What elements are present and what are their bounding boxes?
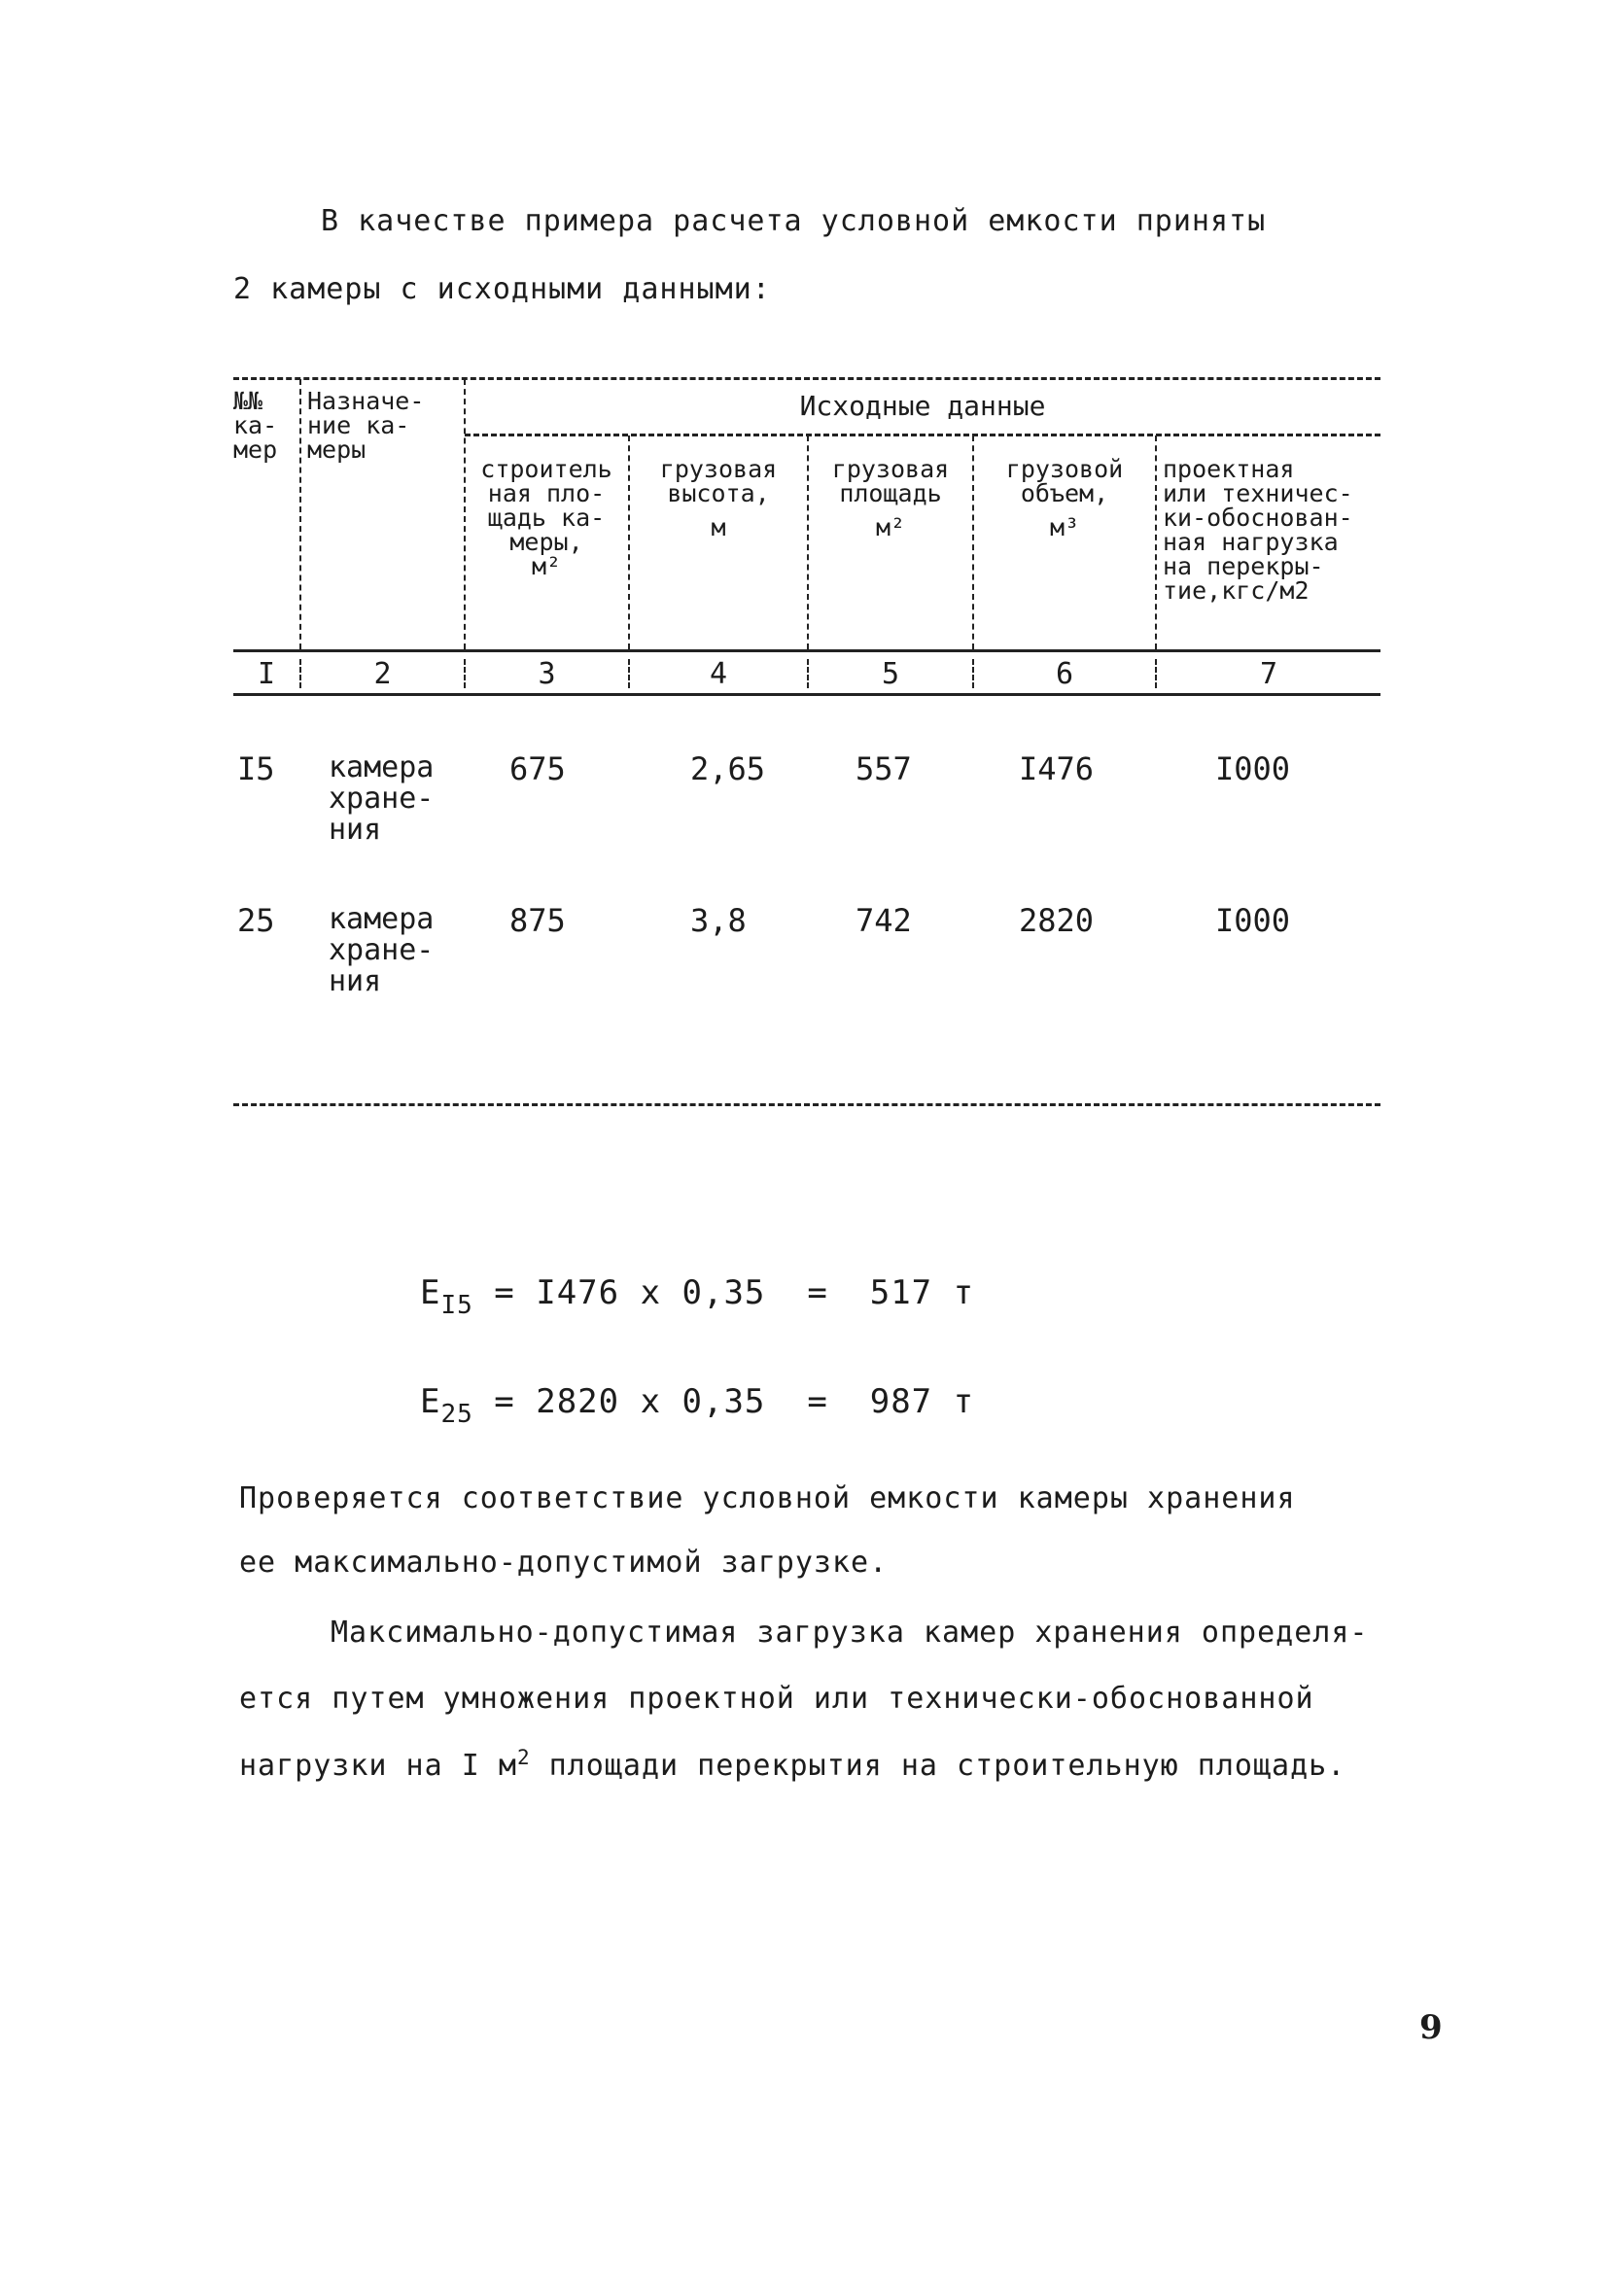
cell-purpose: камера хране-ния: [329, 750, 435, 847]
cell-purpose: камера хране-ния: [329, 902, 435, 998]
cell-area: 675: [509, 750, 566, 787]
column-number-5: 5: [881, 657, 900, 691]
cell-cargo-area: 557: [856, 750, 912, 787]
paragraph-2-line-2: ется путем умножения проектной или технически-обоснованной: [239, 1682, 1314, 1716]
intro-line-2: 2 камеры с исходными данными:: [233, 272, 771, 306]
paragraph-2-line-1: Максимально-допустимая загрузка камер хранения определя-: [331, 1616, 1369, 1650]
cell-chamber: I5: [237, 750, 275, 787]
page-number: 9: [1419, 2008, 1443, 2047]
header-cargo-height: грузовая высота, м: [659, 455, 778, 541]
cell-height: 3,8: [690, 902, 747, 939]
header-floor-load: проектная или техничес- ки-обоснован- ная нагрузка на перекры- тие,кгс/м2: [1163, 455, 1353, 605]
paragraph-2-line-3: нагрузки на I $м^2$ площади перекрытия на строительную площадь.: [239, 1746, 1346, 1783]
cell-load: I000: [1215, 902, 1291, 939]
cell-volume: I476: [1019, 750, 1095, 787]
column-number-1: I: [257, 657, 276, 691]
column-number-3: 3: [538, 657, 556, 691]
header-chamber-number: №№ ка- мер: [233, 387, 278, 464]
cell-load: I000: [1215, 750, 1291, 787]
cell-cargo-area: 742: [856, 902, 912, 939]
header-chamber-purpose: Назначе- ние ка- меры: [307, 387, 425, 464]
column-number-7: 7: [1259, 657, 1278, 691]
paragraph-1-line-1: Проверяется соответствие условной емкости камеры хранения: [239, 1481, 1296, 1515]
header-source-data: Исходные данные: [799, 390, 1046, 422]
cell-height: 2,65: [690, 750, 766, 787]
column-number-6: 6: [1055, 657, 1074, 691]
cell-chamber: 25: [237, 902, 275, 939]
column-number-4: 4: [709, 657, 728, 691]
column-number-2: 2: [373, 657, 392, 691]
paragraph-1-line-2: ее максимально-допустимой загрузке.: [239, 1546, 889, 1580]
header-cargo-volume: грузовой объем, м³: [1005, 455, 1124, 541]
intro-line-1: В качестве примера расчета условной емкости приняты: [321, 204, 1267, 238]
formula-e15: $E_{I5} = I476$ x 0,35 = 517 т: [420, 1273, 975, 1320]
header-building-area: строитель ная пло- щадь ка- меры, м²: [480, 455, 612, 580]
cell-volume: 2820: [1019, 902, 1095, 939]
cell-area: 875: [509, 902, 566, 939]
header-cargo-area: грузовая площадь м²: [831, 455, 950, 541]
formula-e25: $E_{25} = 2820$ x 0,35 = 987 т: [420, 1382, 975, 1429]
